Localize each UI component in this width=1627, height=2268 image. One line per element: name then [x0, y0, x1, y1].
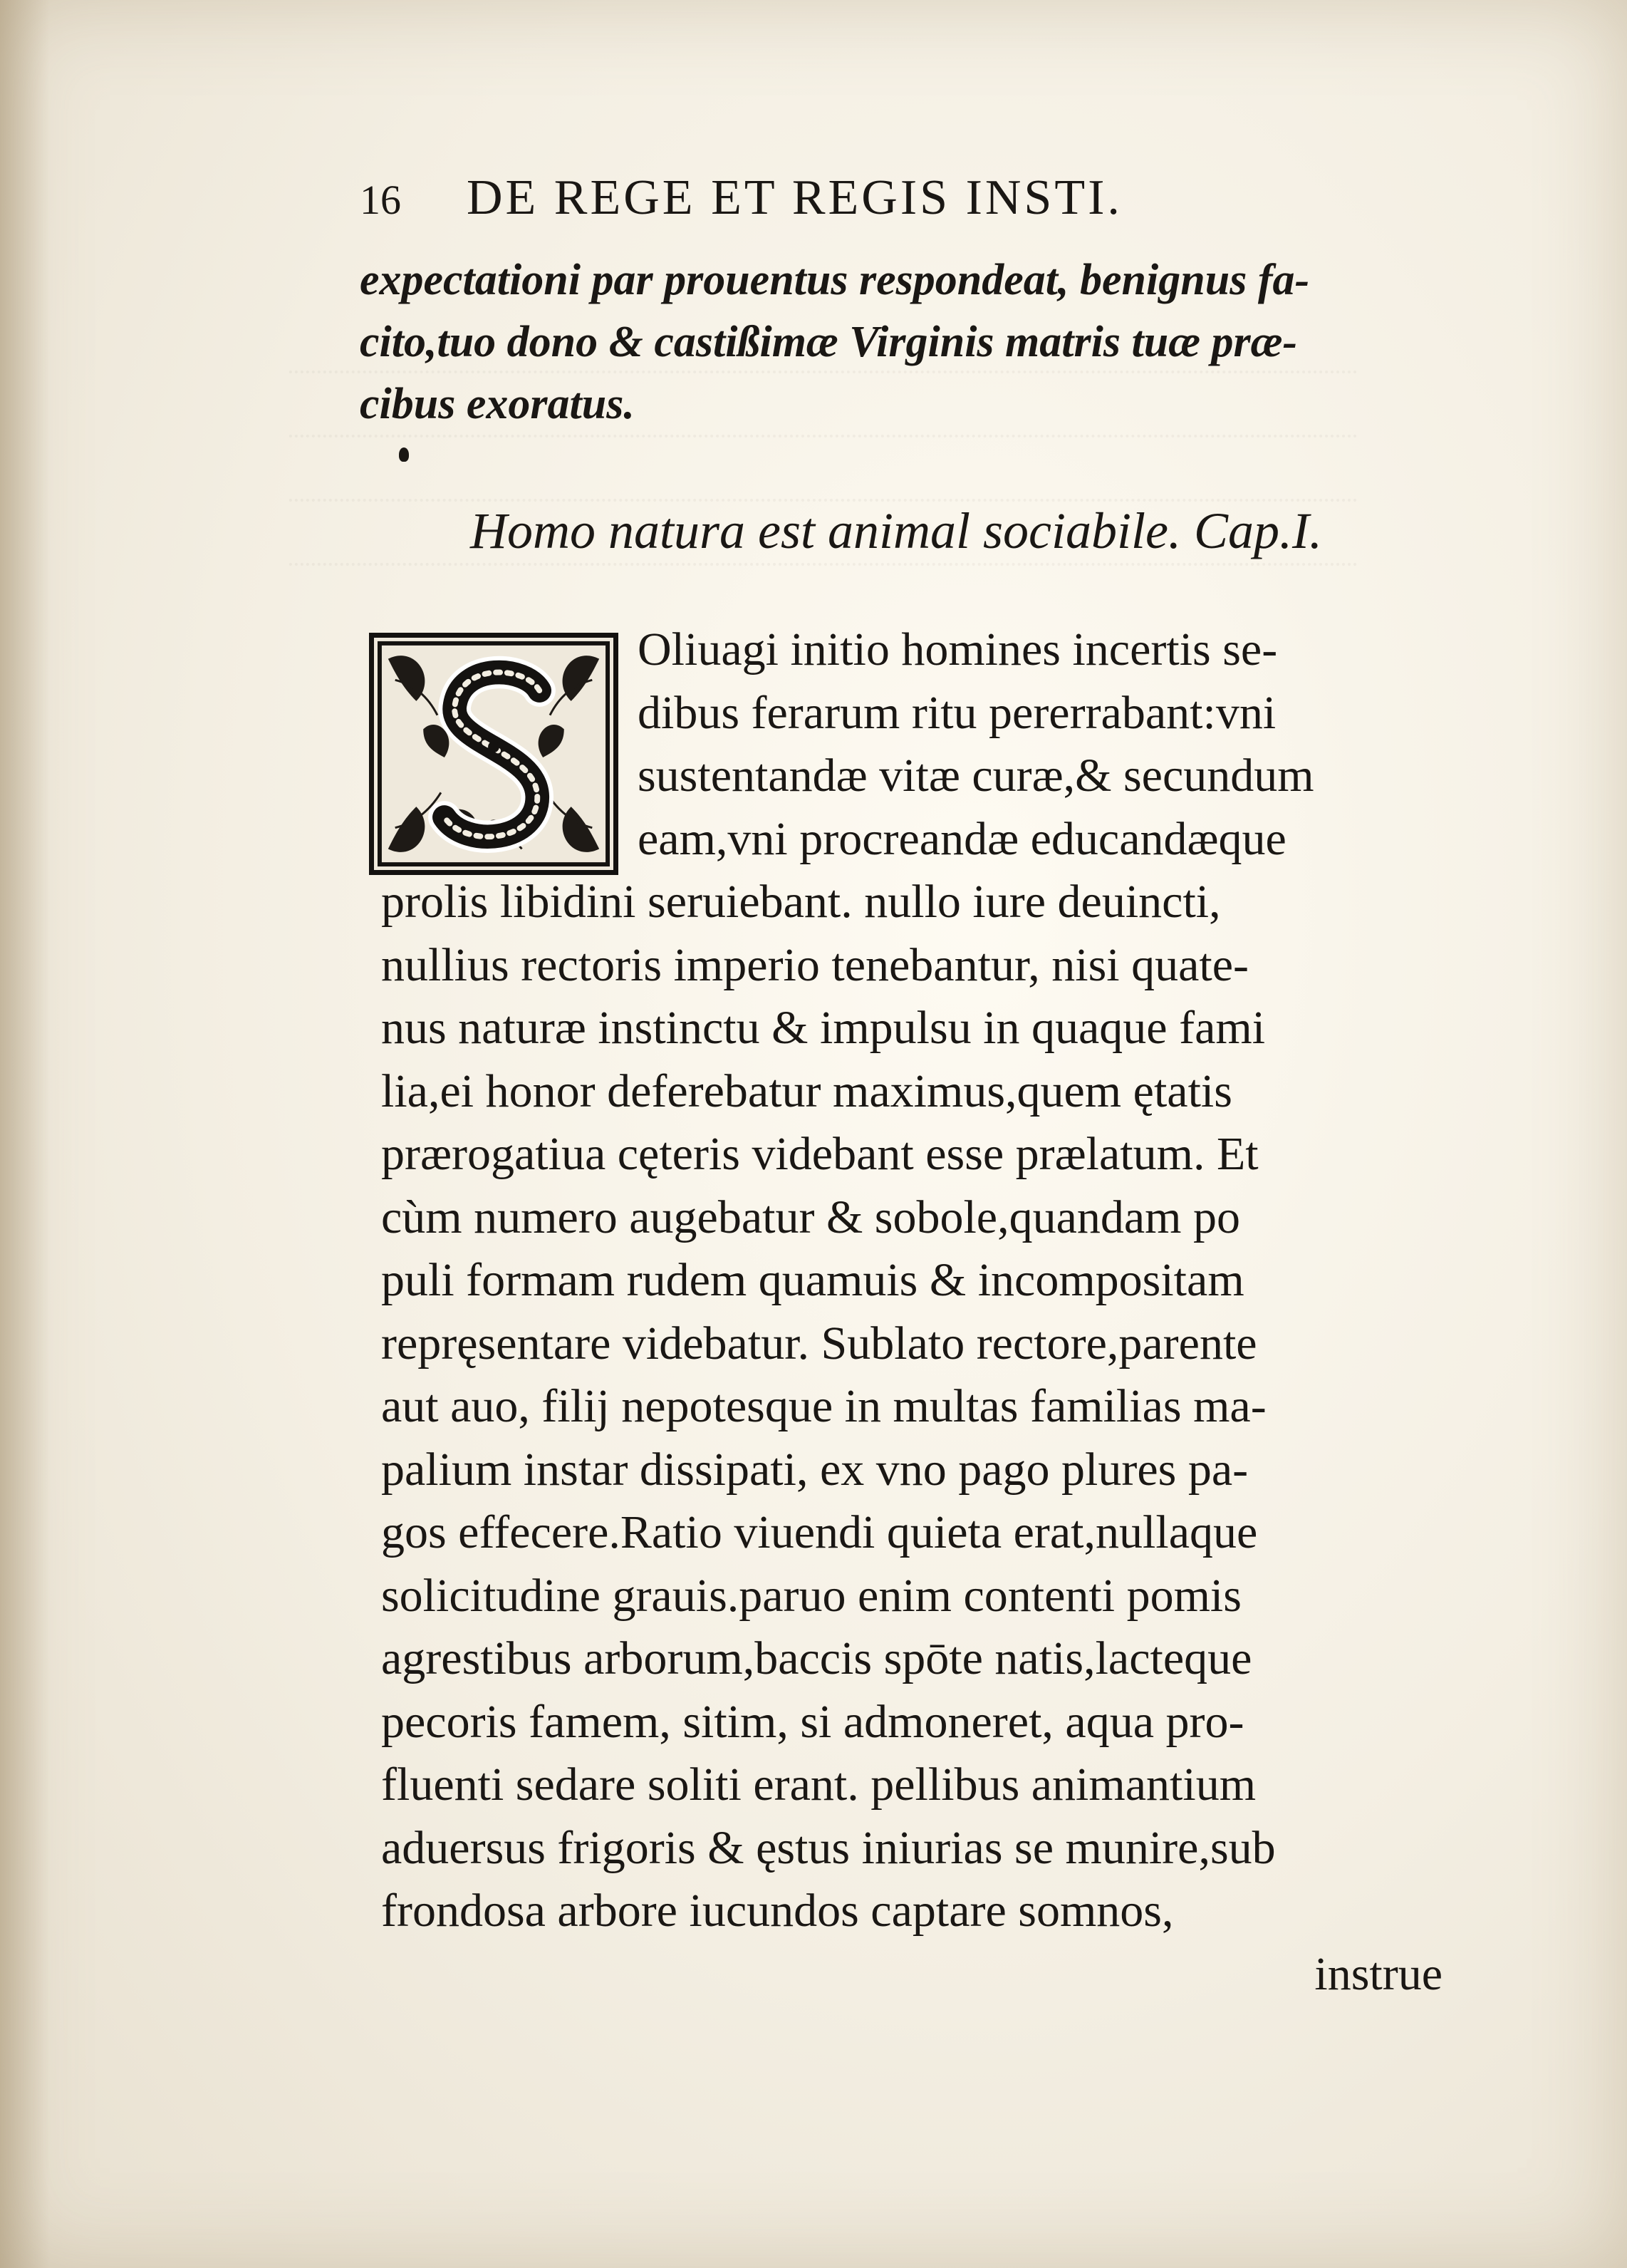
- body-line: nullius rectoris imperio tenebantur, nisi quate-: [381, 938, 1249, 991]
- body-line: agrestibus arborum,baccis spōte natis,lacteque: [381, 1632, 1252, 1684]
- body-line: lia,ei honor deferebatur maximus,quem ętatis: [381, 1065, 1232, 1117]
- chapter-heading: Homo natura est animal sociabile. Cap.I.: [470, 502, 1322, 559]
- running-head: [360, 170, 1286, 227]
- body-line: repręsentare videbatur. Sublato rectore,parente: [381, 1317, 1257, 1369]
- body-line: prolis libidini seruiebant. nullo iure deuincti,: [381, 876, 1221, 928]
- body-line: puli formam rudem quamuis & incompositam: [381, 1254, 1244, 1306]
- body-line: solicitudine grauis.paruo enim contenti pomis: [381, 1569, 1242, 1622]
- body-line: Oliuagi initio homines incertis se-: [638, 623, 1278, 675]
- body-line: eam,vni procreandæ educandæque: [638, 812, 1286, 865]
- body-line: palium instar dissipati, ex vno pago plures pa-: [381, 1443, 1249, 1496]
- body-line: sustentandæ vitæ curæ,& secundum: [638, 750, 1314, 802]
- page-gutter-shadow: [0, 0, 50, 2268]
- body-line: pecoris famem, sitim, si admoneret, aqua pro-: [381, 1695, 1244, 1748]
- ornament-mark: [399, 447, 409, 462]
- chapter-body: [381, 618, 1443, 2006]
- body-line: prærogatiua cęteris videbant esse prælatum. Et: [381, 1128, 1259, 1180]
- dedication-line: cito,tuo dono & castißimæ Virginis matris tuæ præ-: [360, 318, 1298, 366]
- body-line: nus naturæ instinctu & impulsu in quaque fami: [381, 1002, 1266, 1054]
- page-number: 16: [360, 177, 401, 223]
- body-line: gos effecere.Ratio viuendi quieta erat,nullaque: [381, 1506, 1258, 1558]
- dedication-line: cibus exoratus.: [360, 380, 635, 428]
- body-line: aduersus frigoris & ęstus iniurias se munire,sub: [381, 1821, 1276, 1874]
- running-title: DE REGE ET REGIS INSTI.: [467, 170, 1123, 225]
- body-line: cùm numero augebatur & sobole,quandam po: [381, 1191, 1241, 1243]
- dedication-paragraph: [360, 249, 1435, 435]
- dedication-line: expectationi par prouentus respondeat, benignus fa-: [360, 256, 1310, 304]
- body-line: dibus ferarum ritu pererrabant:vni: [638, 686, 1277, 739]
- catchword: instrue: [1314, 1947, 1443, 2000]
- body-line: frondosa arbore iucundos captare somnos,: [381, 1885, 1174, 1937]
- body-line: aut auo, filij nepotesque in multas familias ma-: [381, 1380, 1267, 1432]
- body-line: fluenti sedare soliti erant. pellibus animantium: [381, 1759, 1257, 1811]
